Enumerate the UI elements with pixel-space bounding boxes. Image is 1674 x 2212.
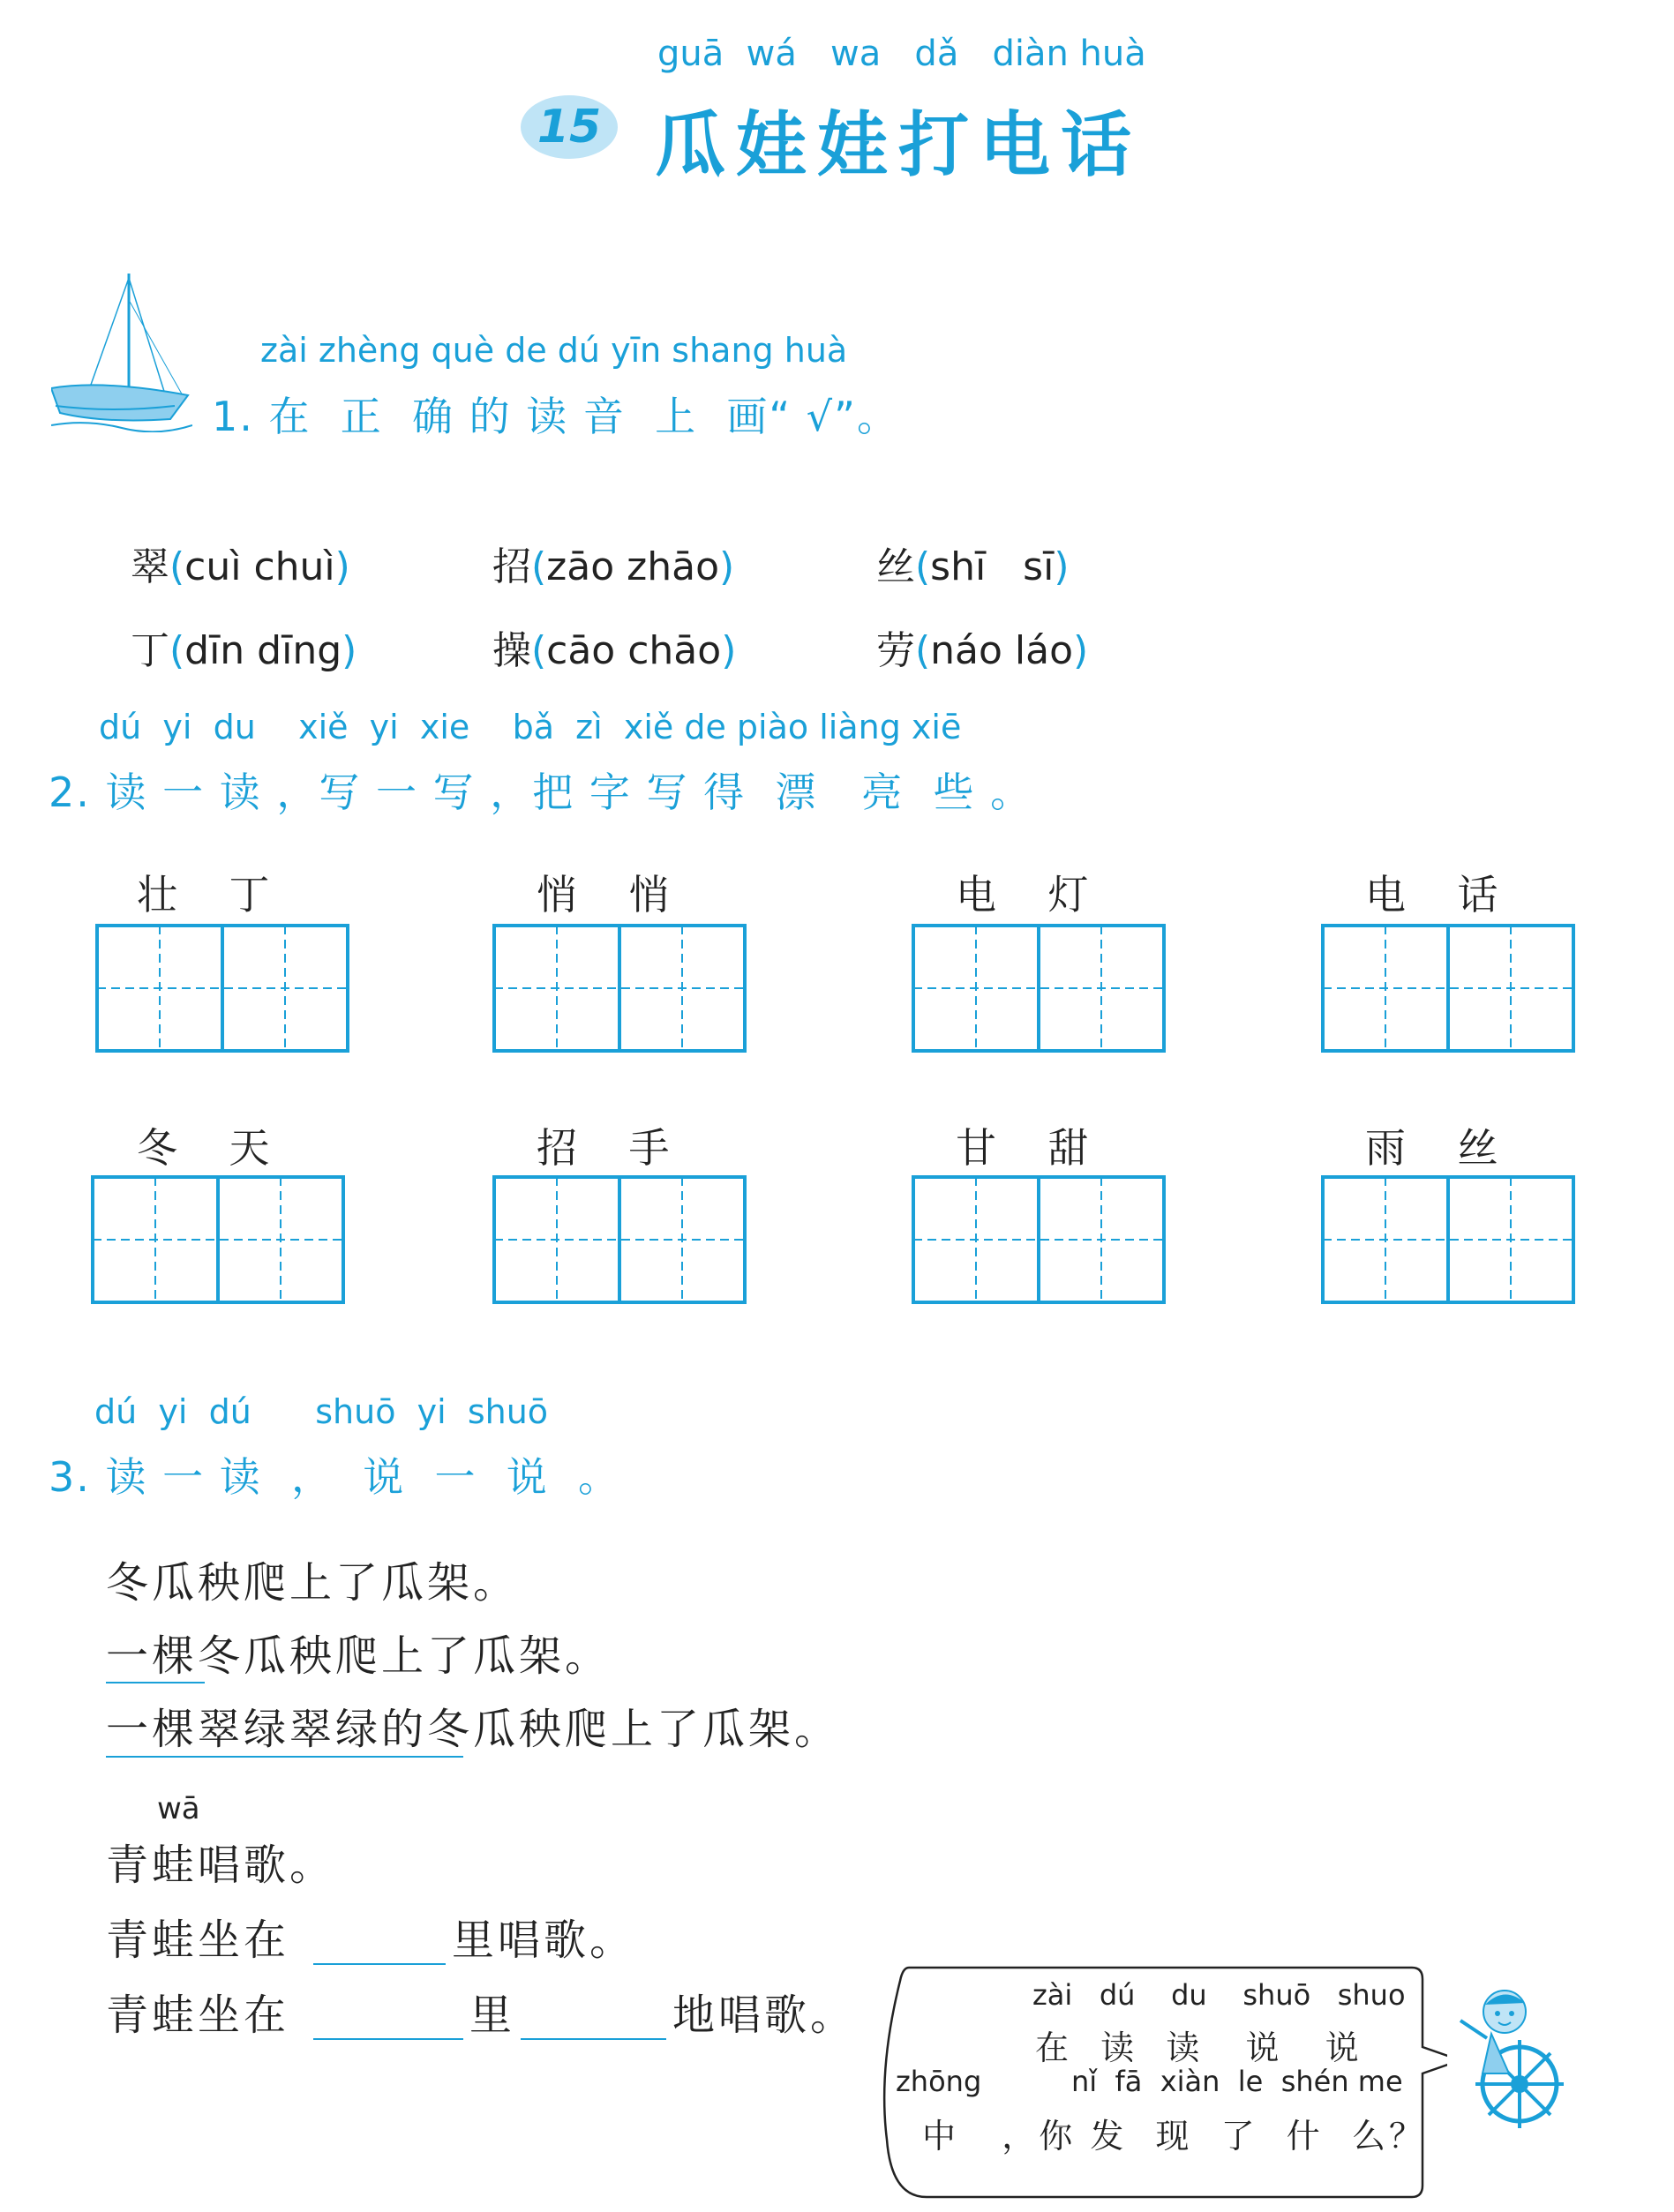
sentence-part: 青蛙坐在 xyxy=(106,1991,290,2040)
section3-pinyin: dú yi dú shuō yi shuō xyxy=(94,1392,549,1431)
word-label: 悄 悄 xyxy=(537,871,670,919)
pinyin-options[interactable]: cuì chuì xyxy=(184,544,335,589)
sentence: 一棵冬瓜秧爬上了瓜架。 xyxy=(106,1631,612,1681)
section1-heading: 1. 在 正 确 的 读 音 上 画“ √”。 xyxy=(212,393,899,440)
fill-blank[interactable] xyxy=(521,2038,666,2040)
writing-grid[interactable] xyxy=(492,924,747,1053)
underline xyxy=(106,1682,205,1683)
section1-pinyin: zài zhèng què de dú yīn shang huà xyxy=(260,331,848,370)
sentence-part: 地唱歌。 xyxy=(672,1991,857,2040)
sentence-part: 青蛙坐在 xyxy=(106,1916,290,1965)
bubble-pinyin-1: zài dú du shuō shuo xyxy=(1032,1978,1406,2012)
fill-blank[interactable] xyxy=(313,1963,446,1965)
word-label: 冬 天 xyxy=(137,1124,270,1172)
section2-heading: 2. 读 一 读 ，写 一 写 ，把 字 写 得 漂 亮 些 。 xyxy=(49,769,1033,816)
writing-grid[interactable] xyxy=(1321,1175,1575,1304)
sentence-part: 里唱歌。 xyxy=(452,1916,636,1965)
writing-grid[interactable] xyxy=(1321,924,1575,1053)
word-label: 甘 甜 xyxy=(956,1124,1089,1172)
sentence: 一棵翠绿翠绿的冬瓜秧爬上了瓜架。 xyxy=(106,1705,841,1754)
bubble-text-1: 在 读 读 说 说 xyxy=(1035,2028,1362,2067)
bubble-text-2: 中 ，你 发 现 了 什 么？ xyxy=(922,2117,1426,2156)
sentence-part: 里 xyxy=(469,1991,516,2040)
word-label: 电 话 xyxy=(1365,871,1498,919)
pinyin-options[interactable]: dīn dīng xyxy=(184,628,342,673)
lesson-title: 瓜娃娃打电话 xyxy=(655,104,1142,186)
pinyin-options[interactable]: shī sī xyxy=(930,544,1055,589)
section2-pinyin: dú yi du xiě yi xie bǎ zì xiě de piào liàng xiē xyxy=(99,708,962,746)
word-label: 电 灯 xyxy=(956,871,1089,919)
writing-grid[interactable] xyxy=(95,924,349,1053)
sentence: 青蛙唱歌。 xyxy=(106,1841,336,1890)
wa-pinyin: wā xyxy=(157,1791,200,1826)
choice-item: 操(cāo chāo) xyxy=(492,628,737,673)
pinyin-options[interactable]: cāo chāo xyxy=(546,628,722,673)
word-label: 雨 丝 xyxy=(1365,1124,1498,1172)
word-label: 招 手 xyxy=(537,1124,670,1172)
bubble-pinyin-2: zhōng nǐ fā xiàn le shén me xyxy=(896,2065,1403,2098)
section3-heading: 3. 读 一 读 ， 说 一 说 。 xyxy=(49,1453,620,1501)
choice-item: 翠(cuì chuì) xyxy=(130,544,350,589)
sentence: 冬瓜秧爬上了瓜架。 xyxy=(106,1558,520,1608)
writing-grid[interactable] xyxy=(492,1175,747,1304)
lesson-number-badge xyxy=(521,95,618,159)
writing-grid[interactable] xyxy=(912,1175,1166,1304)
child-with-wheel-icon xyxy=(1456,1985,1571,2135)
word-label: 壮 丁 xyxy=(137,871,270,919)
choice-item: 丝(shī sī) xyxy=(875,544,1070,589)
choice-item: 劳(náo láo) xyxy=(875,628,1089,673)
fill-blank[interactable] xyxy=(313,2038,463,2040)
choice-item: 丁(dīn dīng) xyxy=(130,628,357,673)
sailboat-icon xyxy=(51,274,192,432)
underline xyxy=(106,1756,463,1758)
writing-grid[interactable] xyxy=(912,924,1166,1053)
writing-grid[interactable] xyxy=(91,1175,345,1304)
pinyin-options[interactable]: zāo zhāo xyxy=(546,544,719,589)
title-pinyin: guā wá wa dǎ diàn huà xyxy=(657,34,1146,74)
choice-item: 招(zāo zhāo) xyxy=(492,544,735,589)
pinyin-options[interactable]: náo láo xyxy=(930,628,1074,673)
lesson-number: 15 xyxy=(537,101,602,154)
